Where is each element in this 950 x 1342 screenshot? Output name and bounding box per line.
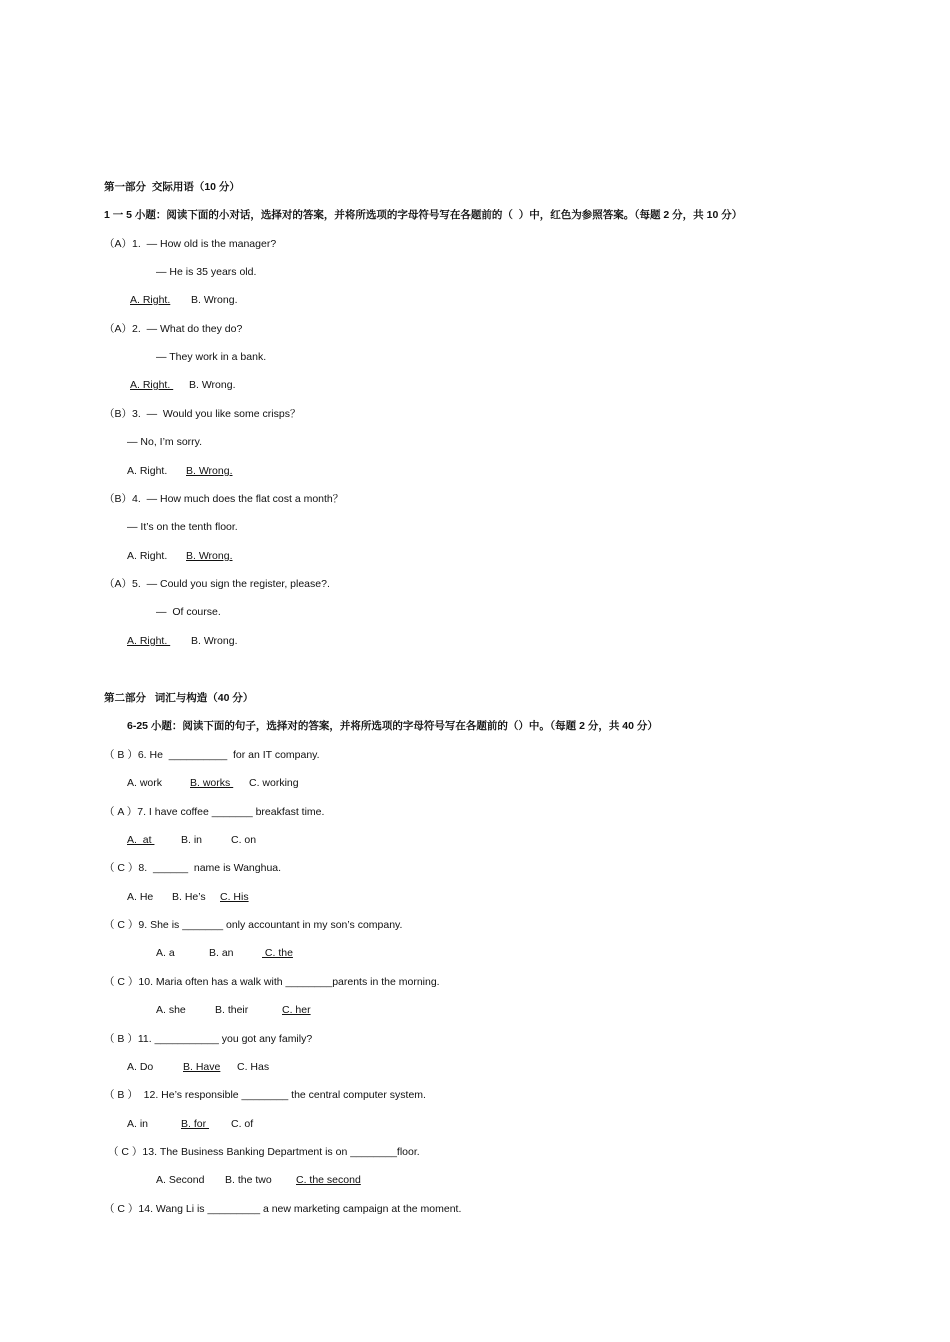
option-10b: B. their [215, 1004, 249, 1016]
question-1: （A）1. — How old is the manager? [104, 238, 277, 250]
reply-5: — Of course. [156, 606, 221, 618]
option-13c: C. the second [296, 1174, 361, 1186]
option-1a: A. Right. [130, 294, 171, 306]
reply-4: — It’s on the tenth floor. [127, 521, 238, 533]
section2-instructions: 6-25 小题：阅读下面的句子，选择对的答案，并将所选项的字母符号写在各题前的（）中。（每题 2 分，共 40 分） [127, 720, 658, 732]
option-10c: C. her [282, 1004, 311, 1016]
option-6b: B. works [190, 777, 234, 789]
reply-2: — They work in a bank. [156, 351, 267, 363]
option-7c: C. on [231, 834, 257, 846]
option-12c: C. of [231, 1118, 254, 1130]
option-5b: B. Wrong. [191, 635, 238, 647]
option-5a: A. Right. [127, 635, 171, 647]
option-6c: C. working [249, 777, 299, 789]
question-6: （ B ）6. He __________ for an IT company. [104, 749, 320, 761]
question-14: （ C ）14. Wang Li is _________ a new marketing campaign at the moment. [104, 1203, 462, 1215]
option-9c: C. the [262, 947, 293, 959]
question-2: （A）2. — What do they do? [104, 323, 243, 335]
reply-1: — He is 35 years old. [156, 266, 257, 278]
option-12a: A. in [127, 1118, 149, 1130]
question-11: （ B ）11. ___________ you got any family? [104, 1033, 313, 1045]
question-4: （B）4. — How much does the flat cost a month？ [104, 493, 344, 505]
option-8c: C. His [220, 891, 249, 903]
option-6a: A. work [127, 777, 163, 789]
option-12b: B. for [181, 1118, 210, 1130]
section1-instructions: 1 一 5 小题：阅读下面的小对话，选择对的答案，并将所选项的字母符号写在各题前的（ ）中，红色为参照答案。（每题 2 分，共 10 分） [104, 209, 743, 221]
section2-title: 第二部分 词汇与构造（40 分） [104, 692, 254, 704]
section1-title: 第一部分 交际用语（10 分） [104, 181, 240, 193]
option-4a: A. Right. [127, 550, 168, 562]
question-13: （ C ）13. The Business Banking Department is on ________floor. [108, 1146, 420, 1158]
option-11b: B. Have [183, 1061, 221, 1073]
option-13a: A. Second [156, 1174, 205, 1186]
question-3: （B）3. — Would you like some crisps？ [104, 408, 301, 420]
option-10a: A. she [156, 1004, 186, 1016]
question-9: （ C ）9. She is _______ only accountant in my son’s company. [104, 919, 403, 931]
option-4b: B. Wrong. [186, 550, 233, 562]
option-7b: B. in [181, 834, 203, 846]
option-2b: B. Wrong. [189, 379, 239, 391]
question-10: （ C ）10. Maria often has a walk with ________parents in the morning. [104, 976, 440, 988]
reply-3: — No, I’m sorry. [127, 436, 203, 448]
option-8a: A. He [127, 891, 154, 903]
option-11c: C. Has [237, 1061, 270, 1073]
question-5: （A）5. — Could you sign the register, please?. [104, 578, 330, 590]
question-7: （ A ）7. I have coffee _______ breakfast time. [104, 806, 325, 818]
question-12: （ B ） 12. He’s responsible ________ the central computer system. [104, 1089, 426, 1101]
option-13b: B. the two [225, 1174, 272, 1186]
option-11a: A. Do [127, 1061, 154, 1073]
question-8: （ C ）8. ______ name is Wanghua. [104, 862, 282, 874]
option-9b: B. an [209, 947, 234, 959]
option-1b: B. Wrong. [191, 294, 238, 306]
option-2a: A. Right. [130, 379, 174, 391]
option-7a: A. at [127, 834, 155, 846]
option-9a: A. a [156, 947, 175, 959]
option-3a: A. Right. [127, 465, 168, 477]
option-3b: B. Wrong. [186, 465, 233, 477]
option-8b: B. He’s [172, 891, 206, 903]
